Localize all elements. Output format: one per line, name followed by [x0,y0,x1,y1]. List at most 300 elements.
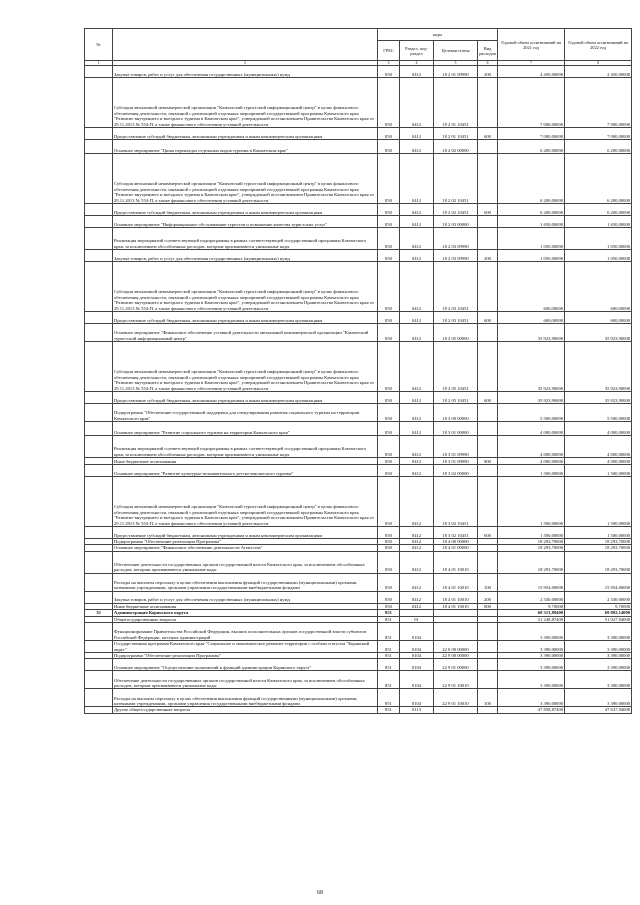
row-expense-type: 600 [478,204,498,216]
row-expense-type: 800 [478,458,498,465]
row-amount-2021: 3 390,00000 [498,689,565,707]
row-amount-2021: 15 954,00000 [498,573,565,591]
row-grbs: 851 [378,616,400,622]
table-row [85,228,632,250]
column-index: 5 [434,61,478,66]
row-amount-2021: 1 500,00000 [498,477,565,527]
row-expense-type [478,707,498,713]
row-target-article: 18 4 01 10010 [434,591,478,603]
row-number [85,78,113,128]
row-grbs: 851 [378,659,400,671]
row-amount-2022: 2 450,00000 [565,66,632,78]
row-amount-2021: 3 390,00000 [498,653,565,659]
row-expense-type: 200 [478,66,498,78]
row-expense-type [478,154,498,204]
row-razdel: 0104 [400,671,434,689]
row-target-article: 18 4 01 10010 [434,551,478,573]
row-name: Реализация мероприятий соответствующей подпрограммы в рамках соответствующей государственной программы Камчатского края, за исключением обособленных расходов, которым присваиваются уникальные коды [113,436,378,458]
row-amount-2022: 35 923,90000 [565,342,632,392]
row-name: Иные бюджетные ассигнования [113,458,378,465]
row-razdel: 0412 [400,404,434,422]
row-target-article: 22 9 00 00000 [434,653,478,659]
row-amount-2021: 7 000,00000 [498,128,565,140]
row-number [85,573,113,591]
row-amount-2022: 6 200,00000 [565,204,632,216]
row-target-article: 22 9 01 10010 [434,689,478,707]
row-name: Предоставление субсидий бюджетным, автономным учреждениям и иным некоммерческим организациям [113,527,378,539]
row-number: 35 [85,610,113,616]
column-index: 7 [498,61,565,66]
row-razdel: 0412 [400,250,434,262]
row-name: Субсидия автономной некоммерческой организации "Камчатский туристский информационный центр" в целях финансового обеспечения деятельности, связанной с реализацией отдельных мероприятий государственной программы Камчатского края "Развитие внутреннего и въездного туризма в Камчатском крае", утвержденной постановлением Правительства Камчатского края от 29.11.2013 № 554-П, а также финансового обеспечения уставной деятельности [113,477,378,527]
row-amount-2022: 2 330,00000 [565,591,632,603]
row-expense-type [478,324,498,342]
row-razdel: 0113 [400,707,434,713]
row-number [85,250,113,262]
row-expense-type [478,262,498,312]
row-amount-2022: 1 500,00000 [565,477,632,527]
row-grbs: 850 [378,312,400,324]
row-amount-2022: 6 200,00000 [565,140,632,154]
row-grbs: 850 [378,140,400,154]
row-grbs: 850 [378,78,400,128]
row-razdel: 0412 [400,591,434,603]
table-row [85,659,632,671]
table-row [85,641,632,653]
table-row [85,477,632,527]
row-expense-type: 600 [478,392,498,404]
row-number [85,551,113,573]
table-row [85,140,632,154]
row-amount-2021: 3 390,00000 [498,623,565,641]
row-amount-2022: 3 390,00000 [565,653,632,659]
row-grbs: 851 [378,707,400,713]
row-number [85,436,113,458]
table-row [85,78,632,128]
row-amount-2021: 68 313,89400 [498,610,565,616]
row-target-article: 22 0 00 00000 [434,641,478,653]
column-index: 8 [565,61,632,66]
row-amount-2021: 1 650,00000 [498,216,565,228]
row-amount-2022: 69 092,14000 [565,610,632,616]
row-expense-type [478,228,498,250]
row-target-article: 18 3 01 00000 [434,422,478,436]
column-index: 3 [378,61,400,66]
row-expense-type: 100 [478,689,498,707]
row-amount-2022: 15 954,00000 [565,573,632,591]
row-grbs: 850 [378,539,400,545]
row-target-article: 18 2 02 10451 [434,204,478,216]
row-amount-2022: 3 390,00000 [565,671,632,689]
row-name: Закупка товаров, работ и услуг для обеспечения государственных (муниципальных) нужд [113,66,378,78]
row-amount-2021: 6 200,00000 [498,140,565,154]
row-target-article: 18 2 05 00000 [434,324,478,342]
row-grbs: 850 [378,545,400,551]
row-name: Основное мероприятие "Финансовое обеспечение уставной деятельности автономной некоммерческой организации "Камчатский туристский информационный центр" [113,324,378,342]
row-name: Функционирование Правительства Российской Федерации, высших исполнительных органов государственной власти субъектов Российской Федерации, местных администраций [113,623,378,641]
row-expense-type [478,78,498,128]
row-grbs: 850 [378,527,400,539]
row-razdel: 0104 [400,689,434,707]
row-amount-2022: 3 390,00000 [565,659,632,671]
table-row [85,707,632,713]
table-row [85,216,632,228]
row-amount-2021: 6 200,00000 [498,154,565,204]
row-target-article: 18 4 01 00000 [434,545,478,551]
row-grbs: 850 [378,591,400,603]
table-row [85,551,632,573]
row-amount-2022: 3 390,00000 [565,641,632,653]
row-target-article: 18 2 01 10451 [434,128,478,140]
row-amount-2022: 9,70000 [565,603,632,609]
row-amount-2021: 5 500,00000 [498,404,565,422]
row-target-article: 18 2 03 00000 [434,216,478,228]
header-name [113,29,378,61]
row-target-article: 18 3 02 10451 [434,477,478,527]
row-target-article: 18 4 00 00000 [434,539,478,545]
row-number [85,216,113,228]
row-number [85,707,113,713]
table-row [85,436,632,458]
row-name: Предоставление субсидий бюджетным, автономным учреждениям и иным некоммерческим организациям [113,204,378,216]
row-target-article: 18 2 05 10451 [434,392,478,404]
row-target-article: 18 3 02 10451 [434,527,478,539]
table-row [85,324,632,342]
row-name: Основное мероприятие "Циша перевладал отдельных видов туризма в Камчатском крае" [113,140,378,154]
row-name: Основное мероприятие "Информационное обслуживание туристов и повышение качества туристских услуг" [113,216,378,228]
row-razdel: 0412 [400,465,434,477]
page-number: 68 [317,890,323,896]
row-amount-2021: 1 500,00000 [498,465,565,477]
row-target-article: 18 2 02 00000 [434,140,478,154]
table-row [85,689,632,707]
row-razdel: 0412 [400,527,434,539]
header-razdel: Раздел, под-раздел [400,41,434,61]
row-target-article: 18 2 01 09990 [434,66,478,78]
row-grbs: 850 [378,392,400,404]
table-row [85,128,632,140]
row-grbs: 850 [378,458,400,465]
row-razdel: 0412 [400,262,434,312]
row-name: Основное мероприятие "Осуществление полномочий и функций администрации Корякского округа" [113,659,378,671]
row-razdel: 0104 [400,641,434,653]
row-amount-2022: 1 050,00000 [565,250,632,262]
table-row [85,312,632,324]
row-razdel: 0412 [400,66,434,78]
row-name: Субсидия автономной некоммерческой организации "Камчатский туристский информационный центр" в целях финансового обеспечения деятельности, связанной с реализацией отдельных мероприятий государственной программы Камчатского края "Развитие внутреннего и въездного туризма в Камчатском крае", утвержденной постановлением Правительства Камчатского края от 29.11.2013 № 554-П, а также финансового обеспечения уставной деятельности [113,342,378,392]
row-razdel: 0412 [400,551,434,573]
row-target-article: 18 4 01 10010 [434,603,478,609]
row-number [85,66,113,78]
header-codes: коды [378,29,498,41]
budget-table [84,28,632,714]
row-razdel: 0412 [400,228,434,250]
row-amount-2021: 3 390,00000 [498,641,565,653]
row-name: Иные бюджетные ассигнования [113,603,378,609]
row-target-article: 22 9 01 00000 [434,659,478,671]
row-number [85,623,113,641]
table-row [85,404,632,422]
row-grbs: 850 [378,324,400,342]
row-expense-type: 800 [478,603,498,609]
row-name: Государственная программа Камчатского края "Социальное и экономическое развитие территории с особым статусом "Корякский округ" [113,641,378,653]
row-name: Предоставление субсидий бюджетным, автономным учреждениям и иным некоммерческим организациям [113,392,378,404]
row-number [85,228,113,250]
row-razdel: 0412 [400,573,434,591]
row-razdel: 0412 [400,436,434,458]
row-grbs: 851 [378,671,400,689]
row-name: Реализация мероприятий соответствующей подпрограммы в рамках соответствующей государственной программы Камчатского края, за исключением обособленных расходов, которым присваиваются уникальные коды [113,228,378,250]
table-row [85,250,632,262]
row-number [85,422,113,436]
table-row [85,262,632,312]
header-vr: Вид расходов [478,41,498,61]
row-target-article: 18 3 01 09990 [434,458,478,465]
row-expense-type [478,342,498,392]
row-target-article: 18 2 03 10451 [434,262,478,312]
row-amount-2021: 47 858,87400 [498,707,565,713]
row-target-article: 18 4 01 10010 [434,573,478,591]
row-amount-2021: 3 390,00000 [498,659,565,671]
row-name: Субсидия автономной некоммерческой организации "Камчатский туристский информационный центр" в целях финансового обеспечения деятельности, связанной с реализацией отдельных мероприятий государственной программы Камчатского края "Развитие внутреннего и въездного туризма в Камчатском крае", утвержденной постановлением Правительства Камчатского края от 29.11.2013 № 554-П, а также финансового обеспечения уставной деятельности [113,262,378,312]
table-row [85,204,632,216]
row-number [85,458,113,465]
row-amount-2022: 18 293,70000 [565,539,632,545]
row-number [85,324,113,342]
column-index: 4 [400,61,434,66]
row-grbs: 850 [378,342,400,392]
row-target-article: 18 2 03 09990 [434,250,478,262]
row-razdel: 0412 [400,539,434,545]
row-razdel: 0412 [400,477,434,527]
row-grbs: 851 [378,641,400,653]
table-row [85,527,632,539]
table-row [85,671,632,689]
row-target-article: 18 2 03 10451 [434,312,478,324]
row-target-article: 18 3 00 00000 [434,404,478,422]
row-number [85,591,113,603]
row-amount-2021: 51 248,87400 [498,616,565,622]
row-amount-2022: 35 923,90000 [565,392,632,404]
column-index: 2 [113,61,378,66]
row-number [85,689,113,707]
row-grbs: 850 [378,436,400,458]
row-expense-type [478,659,498,671]
row-razdel: 0412 [400,312,434,324]
row-name: Основное мероприятие "Финансовое обеспечение деятельности Агентства" [113,545,378,551]
row-target-article: 18 2 01 10451 [434,78,478,128]
budget-table-sheet [84,28,631,714]
row-number [85,477,113,527]
row-amount-2021: 35 923,90000 [498,392,565,404]
table-row [85,392,632,404]
table-row [85,66,632,78]
row-target-article [434,707,478,713]
row-amount-2022: 18 293,70000 [565,545,632,551]
row-name: Основное мероприятие "Развитие культурно-познавательного детско-юношеского туризма" [113,465,378,477]
row-razdel: 0412 [400,154,434,204]
row-name: Подпрограмма "Обеспечение реализации Программы" [113,539,378,545]
row-amount-2022: 3 390,00000 [565,623,632,641]
row-grbs: 850 [378,404,400,422]
row-name: Закупка товаров, работ и услуг для обеспечения государственных (муниципальных) нужд [113,250,378,262]
row-name: Субсидия автономной некоммерческой организации "Камчатский туристский информационный центр" в целях финансового обеспечения деятельности, связанной с реализацией отдельных мероприятий государственной программы Камчатского края "Развитие внутреннего и въездного туризма в Камчатском крае", утвержденной постановлением Правительства Камчатского края от 29.11.2013 № 554-П, а также финансового обеспечения уставной деятельности [113,78,378,128]
row-name: Субсидия автономной некоммерческой организации "Камчатский туристский информационный центр" в целях финансового обеспечения деятельности, связанной с реализацией отдельных мероприятий государственной программы Камчатского края "Развитие внутреннего и въездного туризма в Камчатском крае", утвержденной постановлением Правительства Камчатского края от 29.11.2013 № 554-П, а также финансового обеспечения уставной деятельности [113,154,378,204]
row-grbs: 850 [378,422,400,436]
row-number [85,342,113,392]
row-razdel: 0412 [400,324,434,342]
row-name: Расходы на выплаты персоналу в целях обеспечения выполнения функций государственными (муниципальными) органами, казенными учреждениями, органами управления государственными внебюджетными фондами [113,689,378,707]
row-number [85,204,113,216]
row-number [85,671,113,689]
row-amount-2022: 51 027,94000 [565,616,632,622]
row-grbs: 850 [378,228,400,250]
row-expense-type: 200 [478,250,498,262]
row-amount-2021: 1 050,00000 [498,228,565,250]
row-name: Администрация Корякского округа [113,610,378,616]
row-grbs: 850 [378,204,400,216]
row-name: Обеспечение деятельности государственных органов государственной власти Камчатского края, за исключением обособленных расходов, которым присваиваются уникальные коды [113,671,378,689]
row-amount-2022: 7 000,00000 [565,128,632,140]
row-expense-type: 100 [478,573,498,591]
row-amount-2021: 1 050,00000 [498,250,565,262]
row-grbs: 850 [378,573,400,591]
row-amount-2021: 3 390,00000 [498,671,565,689]
row-number [85,140,113,154]
row-amount-2021: 18 293,70000 [498,551,565,573]
row-target-article: 22 9 01 10010 [434,671,478,689]
header-grbs: ГРБС [378,41,400,61]
row-razdel: 0412 [400,603,434,609]
row-amount-2022: 47 637,94000 [565,707,632,713]
row-amount-2021: 9,70000 [498,603,565,609]
row-amount-2021: 2 330,00000 [498,591,565,603]
row-grbs: 850 [378,477,400,527]
row-amount-2021: 4 000,00000 [498,436,565,458]
row-grbs: 851 [378,610,400,616]
row-expense-type [478,623,498,641]
table-row [85,342,632,392]
row-amount-2021: 600,00000 [498,262,565,312]
row-expense-type [478,465,498,477]
row-amount-2022: 5 500,00000 [565,404,632,422]
row-expense-type: 600 [478,312,498,324]
row-name: Закупка товаров, работ и услуг для обеспечения государственных (муниципальных) нужд [113,591,378,603]
row-grbs: 850 [378,551,400,573]
row-razdel: 0412 [400,458,434,465]
row-name: Расходы на выплаты персоналу в целях обеспечения выполнения функций государственными (муниципальными) органами, казенными учреждениями, органами управления государственными внебюджетными фондами [113,573,378,591]
row-amount-2021: 4 000,00000 [498,422,565,436]
row-razdel: 0412 [400,204,434,216]
row-amount-2022: 6 200,00000 [565,154,632,204]
header-csr: Целевая статья [434,41,478,61]
table-row [85,465,632,477]
row-name: Подпрограмма "Обеспечение государственной поддержки для стимулирования развития социального туризма на территории Камчатского края" [113,404,378,422]
row-name: Предоставление субсидий бюджетным, автономным учреждениям и иным некоммерческим организациям [113,128,378,140]
row-razdel: 01 [400,616,434,622]
row-amount-2021: 35 923,90000 [498,324,565,342]
row-name: Предоставление субсидий бюджетным, автономным учреждениям и иным некоммерческим организациям [113,312,378,324]
row-number [85,659,113,671]
row-amount-2021: 7 000,00000 [498,78,565,128]
row-expense-type [478,436,498,458]
row-target-article: 18 3 02 00000 [434,465,478,477]
row-number [85,262,113,312]
row-grbs: 850 [378,250,400,262]
row-grbs: 850 [378,603,400,609]
row-amount-2022: 35 923,90000 [565,324,632,342]
row-expense-type [478,551,498,573]
row-grbs: 850 [378,154,400,204]
row-amount-2021: 600,00000 [498,312,565,324]
row-number [85,404,113,422]
row-amount-2022: 4 000,00000 [565,422,632,436]
row-grbs: 850 [378,262,400,312]
row-grbs: 850 [378,128,400,140]
row-amount-2022: 3 390,00000 [565,689,632,707]
row-amount-2022: 18 293,70000 [565,551,632,573]
row-expense-type [478,140,498,154]
row-amount-2022: 4 000,00000 [565,436,632,458]
row-number [85,641,113,653]
row-amount-2021: 4 000,00000 [498,458,565,465]
row-razdel: 0104 [400,659,434,671]
column-index: 1 [85,61,113,66]
row-amount-2021: 18 293,70000 [498,539,565,545]
row-number [85,154,113,204]
table-row [85,573,632,591]
row-expense-type [478,422,498,436]
row-amount-2022: 1 050,00000 [565,228,632,250]
row-expense-type [478,641,498,653]
row-razdel: 0412 [400,545,434,551]
row-grbs: 851 [378,689,400,707]
row-name: Подпрограмма "Обеспечение реализации Программы" [113,653,378,659]
row-target-article: 18 2 05 10451 [434,342,478,392]
row-target-article: 18 2 02 10451 [434,154,478,204]
row-expense-type: 600 [478,527,498,539]
row-razdel: 0412 [400,216,434,228]
row-razdel: 0412 [400,140,434,154]
row-amount-2022: 4 000,00000 [565,458,632,465]
row-grbs: 850 [378,216,400,228]
row-name: Обеспечение деятельности государственных органов государственной власти Камчатского края, за исключением обособленных расходов, которым присваиваются уникальные коды [113,551,378,573]
row-grbs: 850 [378,465,400,477]
row-razdel: 0412 [400,392,434,404]
table-row [85,623,632,641]
row-amount-2022: 1 650,00000 [565,216,632,228]
header-2021: Годовой объем ассигнований на 2021 год [498,29,565,61]
row-number [85,128,113,140]
row-name: Другие общегосударственные вопросы [113,707,378,713]
row-amount-2022: 600,00000 [565,312,632,324]
row-name: Основное мероприятие "Развитие социального туризма на территории Камчатского края" [113,422,378,436]
table-row [85,591,632,603]
row-expense-type [478,477,498,527]
table-row [85,422,632,436]
row-grbs: 851 [378,653,400,659]
row-target-article: 18 3 01 09990 [434,436,478,458]
row-amount-2021: 4 450,00000 [498,66,565,78]
row-amount-2021: 1 500,00000 [498,527,565,539]
row-amount-2022: 1 500,00000 [565,527,632,539]
header-2022: Годовой объем ассигнований на 2022 год [565,29,632,61]
row-razdel: 0104 [400,653,434,659]
row-grbs: 850 [378,66,400,78]
row-amount-2021: 18 293,70000 [498,545,565,551]
row-expense-type [478,216,498,228]
row-grbs: 851 [378,623,400,641]
